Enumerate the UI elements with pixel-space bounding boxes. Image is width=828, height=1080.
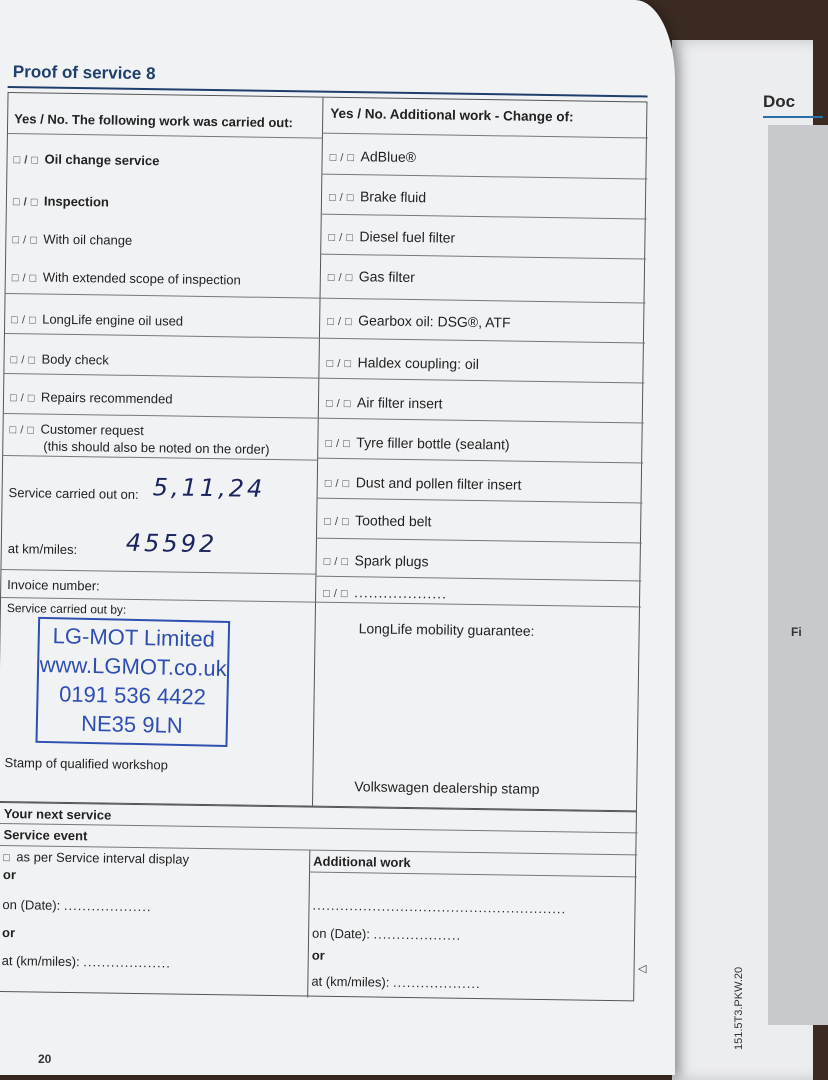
row-divider [317, 498, 643, 504]
right-item-brake-fluid[interactable] [329, 188, 426, 205]
row-divider [8, 133, 322, 139]
additional-date-label: on (Date): [311, 925, 371, 942]
right-item-tyre-bottle[interactable] [325, 434, 509, 453]
right-item-spark-plugs[interactable] [324, 552, 429, 570]
stamp-company: LG-MOT Limited [52, 623, 216, 652]
checkbox-icon: □ / □ [323, 555, 349, 569]
checkbox-icon: □ / □ [12, 234, 38, 247]
checkbox-icon: □ / □ [13, 154, 39, 167]
invoice-label: Invoice number: [7, 577, 100, 594]
guarantee-label: LongLife mobility guarantee: [358, 620, 535, 639]
row-divider [320, 254, 646, 260]
service-date-label: Service carried out on: [8, 485, 139, 502]
service-form [0, 62, 668, 1012]
checkbox-icon: □ / □ [329, 151, 355, 165]
left-item-repairs[interactable] [10, 389, 173, 406]
row-divider [1, 569, 315, 575]
left-item-customer-request[interactable] [9, 421, 144, 438]
row-divider [318, 378, 644, 384]
checkbox-icon: □ / □ [12, 196, 38, 209]
checkbox-icon: □ / □ [327, 271, 353, 285]
row-divider [319, 338, 645, 344]
left-item-label: LongLife engine oil used [42, 311, 184, 329]
right-item-gearbox-oil[interactable] [327, 312, 511, 331]
additional-date-blank: ................... [373, 926, 462, 943]
left-item-label: With oil change [43, 231, 133, 248]
next-service-title: Your next service [3, 806, 112, 823]
right-column-header: Yes / No. Additional work - Change of: [330, 105, 574, 125]
right-item-label: AdBlue® [360, 148, 417, 166]
workshop-stamp [35, 617, 230, 747]
right-item-pollen-filter[interactable] [325, 474, 522, 493]
column-divider [312, 98, 324, 806]
checkbox-icon: □ / □ [11, 314, 37, 327]
right-item-label: Gearbox oil: DSG®, ATF [358, 312, 511, 331]
row-divider [0, 823, 638, 833]
next-date-blank: ................... [63, 897, 152, 915]
left-item-longlife-oil[interactable] [11, 311, 183, 329]
checkbox-icon: □ / □ [323, 587, 349, 601]
service-event-label: Service event [3, 827, 88, 844]
right-page-fi: Fi [791, 625, 802, 639]
right-item-label: Tyre filler bottle (sealant) [356, 434, 510, 453]
row-divider [316, 538, 642, 544]
next-km-field[interactable] [2, 953, 171, 971]
additional-km-label: at (km/miles): [311, 973, 390, 990]
page-number: 20 [38, 1052, 52, 1066]
checkbox-icon: □ / □ [325, 397, 352, 411]
left-item-label: Oil change service [44, 151, 160, 169]
next-km-blank: ................... [83, 954, 172, 971]
left-item-body-check[interactable] [10, 351, 108, 367]
service-by-label: Service carried out by: [6, 601, 127, 617]
row-divider [5, 333, 319, 339]
checkbox-icon: □ / □ [9, 392, 36, 405]
triangle-icon: ◁ [638, 963, 647, 975]
km-label: at km/miles: [7, 541, 78, 558]
left-item-with-oil-change[interactable] [12, 231, 132, 248]
row-divider [321, 214, 647, 220]
customer-request-note: (this should also be noted on the order) [43, 438, 270, 457]
right-page-rule [763, 116, 823, 118]
row-divider [320, 298, 646, 304]
checkbox-icon: □ / □ [324, 477, 350, 491]
stamp-label: Stamp of qualified workshop [4, 755, 169, 773]
checkbox-icon: □ [3, 852, 11, 865]
additional-work-blank[interactable]: ....................................................... [312, 897, 567, 917]
next-date-field[interactable] [2, 897, 151, 914]
row-divider [6, 293, 320, 299]
next-date-label: on (Date): [2, 897, 61, 913]
right-page-gray-panel [768, 125, 828, 1025]
right-item-label: Spark plugs [354, 552, 429, 570]
next-km-label: at (km/miles): [1, 953, 80, 970]
right-page [672, 40, 813, 1080]
stamp-postcode: NE35 9LN [80, 710, 183, 739]
row-divider [3, 455, 317, 461]
row-divider [315, 576, 641, 582]
left-item-label: With extended scope of inspection [42, 269, 241, 288]
right-item-label: Haldex coupling: oil [357, 354, 480, 373]
right-item-gas-filter[interactable] [328, 268, 415, 285]
checkbox-icon: □ / □ [327, 315, 353, 329]
service-date-value: 5,11,24 [152, 473, 266, 503]
row-divider [322, 133, 648, 139]
interval-option[interactable] [3, 849, 189, 867]
additional-date-field[interactable] [312, 926, 461, 943]
row-divider [318, 418, 644, 424]
interval-option-label: as per Service interval display [16, 849, 190, 867]
left-item-oil-change[interactable] [13, 151, 159, 168]
dealer-stamp-label: Volkswagen dealership stamp [354, 778, 540, 797]
checkbox-icon: □ / □ [11, 272, 37, 285]
right-item-label: Toothed belt [355, 512, 432, 530]
or-label: or [1, 925, 16, 941]
or-label: or [2, 867, 17, 883]
km-value: 45592 [125, 528, 218, 559]
right-item-label: Diesel fuel filter [359, 228, 456, 246]
right-item-haldex[interactable] [326, 354, 479, 372]
additional-work-label: Additional work [313, 853, 411, 871]
checkbox-icon: □ / □ [9, 424, 35, 437]
next-service-box [0, 802, 637, 1001]
right-item-label: Gas filter [358, 268, 415, 286]
row-divider [317, 458, 643, 464]
left-item-label: Inspection [43, 193, 110, 210]
checkbox-icon: □ / □ [326, 357, 352, 371]
or-label: or [311, 947, 325, 963]
left-column-header: Yes / No. The following work was carried out: [14, 111, 294, 131]
right-item-adblue[interactable] [330, 148, 417, 165]
right-item-label: Air filter insert [356, 394, 443, 412]
left-item-extended-scope[interactable] [12, 269, 241, 287]
stamp-website: www.LGMOT.co.uk [39, 651, 227, 681]
left-item-inspection[interactable] [13, 193, 109, 209]
checkbox-icon: □ / □ [10, 354, 36, 367]
page-title: Proof of service 8 [12, 62, 156, 84]
row-divider [4, 413, 318, 419]
additional-km-field[interactable] [311, 974, 480, 992]
checkbox-icon: □ / □ [328, 191, 355, 205]
right-page-code: 151.5T3.PKW.20 [733, 966, 745, 1050]
row-divider [321, 174, 647, 180]
row-divider [309, 872, 637, 878]
left-item-label: Body check [41, 351, 109, 368]
checkbox-icon: □ / □ [324, 515, 350, 529]
additional-km-blank: ................... [392, 974, 481, 992]
right-item-label: Dust and pollen filter insert [355, 474, 522, 493]
row-divider [4, 373, 318, 379]
checkbox-icon: □ / □ [328, 231, 354, 245]
left-item-label: Customer request [40, 421, 144, 439]
right-item-diesel-filter[interactable] [328, 228, 455, 246]
right-page-title: Doc [763, 92, 796, 111]
right-item-label: Brake fluid [359, 188, 427, 206]
right-item-blank[interactable] [323, 584, 447, 602]
stamp-phone: 0191 536 4422 [58, 681, 207, 710]
right-item-toothed-belt[interactable] [324, 512, 431, 530]
left-item-label: Repairs recommended [40, 389, 173, 407]
right-item-air-filter[interactable] [326, 394, 443, 412]
right-item-label: ................... [354, 584, 448, 602]
checkbox-icon: □ / □ [325, 437, 351, 451]
